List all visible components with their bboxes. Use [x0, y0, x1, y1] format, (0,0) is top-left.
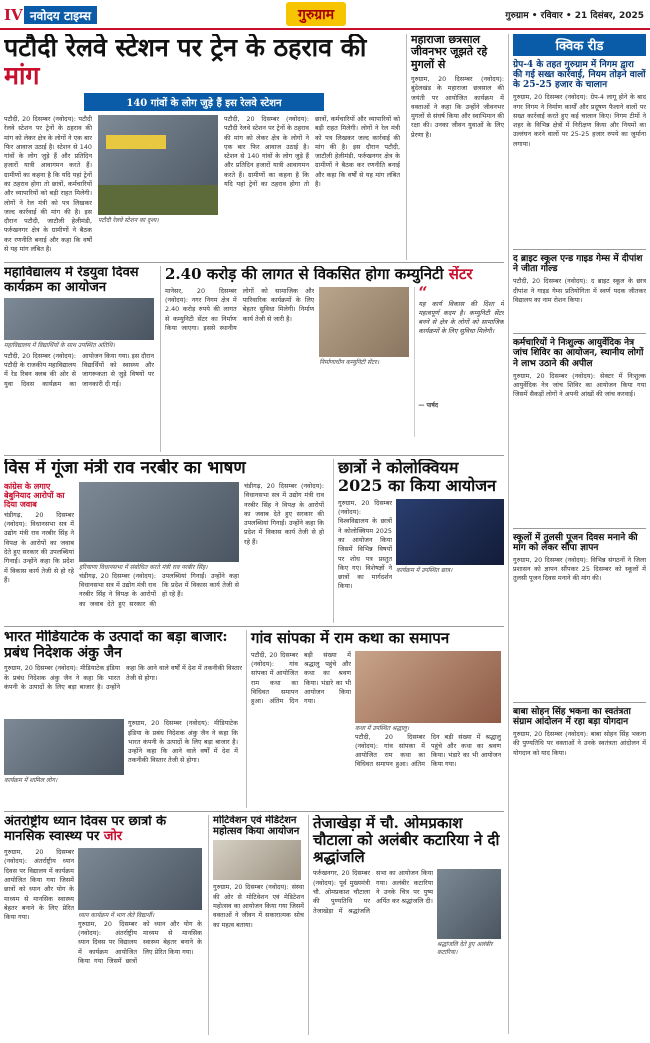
divider — [4, 811, 504, 812]
colloquium-headline: छात्रों ने कोलोक्वियम 2025 का किया आयोजन — [338, 459, 497, 495]
rr-story5-body: गुरुग्राम, 20 दिसम्बर (नवोदय): बाबा सोहन सिंह भकना की पुण्यतिथि पर वक्ताओं ने उनके स्वतंत्रता आंदोलन में योगदान को याद किया। — [513, 729, 646, 757]
lead-headline-red: मांग — [4, 60, 40, 90]
lead-story — [4, 34, 402, 260]
platform-shape — [98, 185, 218, 215]
community-headline-red: सेंटर — [448, 266, 473, 283]
side-top-headline: महाराजा छत्रसाल जीवनभर जूझते रहे मुगलों से — [411, 34, 488, 71]
story-meditation-day — [4, 815, 204, 1035]
story-mediatek — [4, 630, 242, 808]
divider — [4, 455, 504, 456]
rr-story3-body: गुरुग्राम, 20 दिसम्बर (नवोदय): सेक्टर में निःशुल्क आयुर्वेदिक नेत्र जांच शिविर का आयोजन किया गया जिसमें सैकड़ों लोगों ने अपनी आंखों की जांच करवाई। — [513, 371, 646, 399]
chautala-caption: श्रद्धांजलि देते हुए अलंबीर कटारिया। — [437, 941, 493, 957]
quote-text: यह कार्य विकास की दिशा में महत्वपूर्ण कदम है। कम्युनिटी सेंटर बनने से क्षेत्र के लोगों को सामाजिक कार्यक्रमों के लिए सुविधा मिलेगी। — [418, 299, 504, 336]
community-headline-black: 2.40 करोड़ की लागत से विकसित होगा कम्युनिटी — [165, 266, 444, 283]
meditation-headline-red: जोर — [103, 828, 123, 844]
community-headline — [165, 266, 504, 283]
meditation-caption: ध्यान कार्यक्रम में भाग लेते विद्यार्थी। — [78, 912, 155, 920]
page-number: IV — [4, 6, 23, 24]
ram-katha-photo — [355, 651, 501, 723]
minister-caption: हरियाणा विधानसभा में संबोधित करते मंत्री राव नरबीर सिंह। — [79, 564, 208, 572]
divider — [4, 262, 504, 263]
rr-story2-body: पटौदी, 20 दिसम्बर (नवोदय): द ब्राइट स्कूल के छात्र दीपांश ने गाइड गेम्स प्रतियोगिता में स्वर्ण पदक जीतकर विद्यालय का नाम रोशन किया। — [513, 277, 646, 304]
dateline: गुरुग्राम • रविवार • 21 दिसंबर, 2025 — [505, 11, 644, 21]
community-body: मानेसर, 20 दिसम्बर (नवोदय): नगर निगम क्षेत्र में 2.40 करोड़ रुपये की लागत से कम्युनिटी सेंटर का निर्माण किया जाएगा। इससे स्थानीय लोगों को सामाजिक और पारिवारिक कार्यक्रमों के लिए बेहतर सुविधा मिलेगी। निर्माण कार्य तेजी से जारी है। — [165, 286, 315, 332]
divider — [4, 626, 504, 627]
mediatek-caption: कार्यक्रम में शामिल लोग। — [4, 777, 58, 785]
right-rail — [508, 34, 646, 1034]
story-motivation — [208, 815, 304, 1035]
paper-name: नवोदय टाइम्स — [24, 6, 97, 24]
rr-story3-headline: कर्मचारियों ने निःशुल्क आयुर्वेदिक नेत्र जांच शिविर का आयोजन, स्थानीय लोगों ने लाभ उठाने की अपील — [513, 333, 646, 368]
motivation-body: गुरुग्राम, 20 दिसम्बर (नवोदय): संस्था की ओर से मोटिवेशन एवं मेडिटेशन महोत्सव का आयोजन किया गया जिसमें वक्ताओं ने जीवन में सकारात्मक सोच का महत्व बताया। — [213, 883, 304, 929]
story-ram-katha — [246, 630, 504, 808]
minister-body-left: चंडीगढ़, 20 दिसम्बर (नवोदय): विधानसभा सत्र में उद्योग मंत्री राव नरबीर सिंह ने विपक्ष के आरोपों का जवाब देते हुए सरकार की उपलब्धियां गिनाईं। उन्होंने कहा कि प्रदेश में विकास कार्य तेजी से हो रहे हैं। — [4, 510, 74, 584]
ram-katha-body: पटौदी, 20 दिसम्बर (नवोदय): गांव सांपका में आयोजित राम कथा का विधिवत समापन हुआ। अंतिम दिन बड़ी संख्या में श्रद्धालु पहुंचे और कथा का श्रवण किया। भंडारे का भी आयोजन किया गया। — [251, 650, 351, 706]
minister-body-right: चंडीगढ़, 20 दिसम्बर (नवोदय): विधानसभा सत्र में उद्योग मंत्री राव नरबीर सिंह ने विपक्ष के आरोपों का जवाब देते हुए सरकार की उपलब्धियां गिनाईं। उन्होंने कहा कि प्रदेश में विकास कार्य तेजी से हो रहे हैं। — [244, 482, 324, 546]
quote-author: — पार्षद — [418, 401, 439, 409]
rr-story1-body: गुरुग्राम, 20 दिसम्बर (नवोदय): ग्रेप-4 लागू होने के बाद नगर निगम ने निर्माण कार्यों और प्रदूषण फैलाने वालों पर सख्त कार्रवाई करते हुए कई चालान किए। निगम टीमों ने शहर के विभिन्न क्षेत्रों में निरीक्षण किया और नियमों का उल्लंघन करने वालों पर 25-25 हजार रुपये का जुर्माना लगाया। — [513, 93, 646, 148]
minister-headline: विस में गूंजा मंत्री राव नरबीर का भाषण — [4, 459, 246, 478]
masthead — [0, 0, 650, 30]
story-colloquium — [333, 459, 504, 623]
quote-mark-icon: “ — [418, 282, 428, 302]
rr-story4-headline: स्कूलों में तुलसी पूजन दिवस मनाने की मांग को लेकर सौंपा ज्ञापन — [513, 528, 646, 553]
quote-box — [414, 282, 504, 437]
rr-story4-body: गुरुग्राम, 20 दिसम्बर (नवोदय): विभिन्न संगठनों ने जिला प्रशासन को ज्ञापन सौंपकर 25 दिसम्बर को स्कूलों में तुलसी पूजन दिवस मनाने की मांग की। — [513, 555, 646, 583]
rr-story1-headline: ग्रेप-4 के तहत गुरुग्राम में निगम द्वारा की गई सख्त कार्रवाई, नियम तोड़ने वालों के 25-25 हजार के चालान — [513, 60, 646, 91]
minister-photo — [79, 482, 239, 562]
lead-body-left: पटौदी, 20 दिसम्बर (नवोदय): पटौदी रेलवे स्टेशन पर ट्रेनों के ठहराव की मांग को लेकर क्षेत्र के लोगों ने एक बार फिर आवाज उठाई है। स्टेशन से 140 गांवों के लोग जुड़े हैं और प्रतिदिन हजारों यात्री आवागमन करते हैं। ग्रामीणों का कहना है कि यदि यहां ट्रेनों का ठहराव होगा तो छात्रों, कर्मचारियों और व्यापारियों को बड़ी राहत मिलेगी। लोगों ने रेल मंत्री को पत्र लिखकर जल्द कार्रवाई की मांग की है। इस दौरान पटौदी, जाटौली हेलीमंडी, फर्रुखनगर क्षेत्र के ग्रामीणों ने बैठक कर रणनीति बनाई और कहा कि वर्षों से यह मांग लंबित है। — [4, 115, 92, 253]
ram-katha-body-right: पटौदी, 20 दिसम्बर (नवोदय): गांव सांपका में आयोजित राम कथा का विधिवत समापन हुआ। अंतिम दिन बड़ी संख्या में श्रद्धालु पहुंचे और कथा का श्रवण किया। भंडारे का भी आयोजन किया गया। — [355, 732, 501, 769]
minister-body-mid: चंडीगढ़, 20 दिसम्बर (नवोदय): विधानसभा सत्र में उद्योग मंत्री राव नरबीर सिंह ने विपक्ष के आरोपों का जवाब देते हुए सरकार की उपलब्धियां गिनाईं। उन्होंने कहा कि प्रदेश में विकास कार्य तेजी से हो रहे हैं। — [79, 571, 239, 608]
colloquium-caption: कार्यक्रम में उपस्थित छात्र। — [396, 566, 453, 574]
mediatek-body-top: गुरुग्राम, 20 दिसम्बर (नवोदय): मीडियाटेक इंडिया के प्रबंध निदेशक अंकु जैन ने कहा कि भारत कंपनी के उत्पादों के लिए बड़ा बाजार है। उन्होंने कहा कि आने वाले वर्षों में देश में तकनीकी विस्तार तेजी से होगा। — [4, 664, 242, 691]
meditation-body: गुरुग्राम, 20 दिसम्बर (नवोदय): अंतर्राष्ट्रीय ध्यान दिवस पर विद्यालय में कार्यक्रम आयोजित किया गया जिसमें छात्रों को ध्यान और योग के माध्यम से मानसिक स्वास्थ्य बेहतर बनाने के लिए प्रेरित किया गया। — [4, 848, 74, 922]
station-signboard — [106, 135, 166, 149]
colloquium-body: गुरुग्राम, 20 दिसम्बर (नवोदय): विश्वविद्यालय के छात्रों ने कोलोक्वियम 2025 का आयोजन किया जिसमें विभिन्न विषयों पर शोध पत्र प्रस्तुत किए गए। विशेषज्ञों ने छात्रों का मार्गदर्शन किया। — [338, 498, 392, 591]
side-story-top — [406, 34, 504, 260]
story-chautala-tribute — [308, 815, 504, 1035]
lead-headline-black: पटौदी रेलवे स्टेशन पर ट्रेन के ठहराव की — [4, 34, 367, 62]
section-name: गुरुग्राम — [286, 2, 346, 26]
mediatek-headline: भारत मीडियाटेक के उत्पादों का बड़ा बाजार: प्रबंध निदेशक अंकु जैन — [4, 630, 228, 661]
lead-photo — [98, 115, 218, 215]
minister-kicker: कांग्रेस के लगाए बेबुनियाद आरोपों का दिया जवाब — [4, 481, 65, 509]
meditation-body-right: गुरुग्राम, 20 दिसम्बर (नवोदय): अंतर्राष्ट्रीय ध्यान दिवस पर विद्यालय में कार्यक्रम आयोजित किया गया जिसमें छात्रों को ध्यान और योग के माध्यम से मानसिक स्वास्थ्य बेहतर बनाने के लिए प्रेरित किया गया। — [78, 919, 202, 966]
ram-katha-headline: गांव सांपका में राम कथा का समापन — [251, 630, 450, 647]
chautala-photo — [437, 869, 501, 939]
meditation-photo — [78, 848, 202, 910]
radio-day-body: पटौदी, 20 दिसम्बर (नवोदय): पटौदी के राजकीय महाविद्यालय में रेड रिबन क्लब की ओर से युवा दिवस कार्यक्रम का आयोजन किया गया। इस दौरान विद्यार्थियों को स्वास्थ्य और जागरूकता से जुड़े विषयों पर जानकारी दी गई। — [4, 351, 154, 388]
story-community-center — [160, 266, 504, 452]
chautala-body: फर्रुखनगर, 20 दिसम्बर (नवोदय): पूर्व मुख्यमंत्री चौ. ओमप्रकाश चौटाला की पुण्यतिथि पर तेजाखेड़ा में श्रद्धांजलि सभा का आयोजन किया गया। अलंबीर कटारिया ने उनके चित्र पर पुष्प अर्पित कर श्रद्धांजलि दी। — [313, 869, 433, 915]
side-top-body: गुरुग्राम, 20 दिसम्बर (नवोदय): बुंदेलखंड के महाराजा छत्रसाल की जयंती पर आयोजित कार्यक्रम में वक्ताओं ने कहा कि उन्होंने जीवनभर मुगलों से संघर्ष किया और स्वाभिमान की रक्षा की। उनका जीवन युवाओं के लिए प्रेरणा है। — [411, 74, 504, 139]
meditation-headline-black: अंतर्राष्ट्रीय ध्यान दिवस पर छात्रों के मानसिक स्वास्थ्य पर — [4, 815, 167, 844]
rr-story5-headline: बाबा सोहन सिंह भकना का स्वतंत्रता संग्राम आंदोलन में रहा बड़ा योगदान — [513, 702, 646, 727]
community-photo — [319, 287, 409, 357]
radio-day-photo — [4, 298, 154, 340]
quick-read-title: क्विक रीड — [513, 34, 646, 56]
lead-photo-caption: पटौदी रेलवे स्टेशन का दृश्य। — [98, 217, 159, 224]
lead-subhead: 140 गांवों के लोग जुड़े हैं इस रेलवे स्टेशन — [84, 93, 324, 111]
ram-katha-caption: कथा में उपस्थित श्रद्धालु। — [355, 724, 409, 732]
lead-body-right: पटौदी, 20 दिसम्बर (नवोदय): पटौदी रेलवे स्टेशन पर ट्रेनों के ठहराव की मांग को लेकर क्षेत्र के लोगों ने एक बार फिर आवाज उठाई है। स्टेशन से 140 गांवों के लोग जुड़े हैं और प्रतिदिन हजारों यात्री आवागमन करते हैं। ग्रामीणों का कहना है कि यदि यहां ट्रेनों का ठहराव होगा तो छात्रों, कर्मचारियों और व्यापारियों को बड़ी राहत मिलेगी। लोगों ने रेल मंत्री को पत्र लिखकर जल्द कार्रवाई की मांग की है। इस दौरान पटौदी, जाटौली हेलीमंडी, फर्रुखनगर क्षेत्र के ग्रामीणों ने बैठक कर रणनीति बनाई और कहा कि वर्षों से यह मांग लंबित है। — [224, 115, 400, 188]
mediatek-photo — [4, 719, 124, 775]
motivation-photo — [213, 840, 301, 880]
meditation-headline — [4, 815, 204, 844]
story-minister-speech — [4, 459, 329, 623]
story-radio-day — [4, 266, 154, 452]
radio-day-headline: महाविद्यालय में रेडयुवा दिवस कार्यक्रम का आयोजन — [4, 266, 139, 295]
lead-headline — [4, 34, 402, 89]
radio-day-caption: महाविद्यालय में विद्यार्थियों के साथ उपस्थित अतिथि। — [4, 342, 115, 350]
chautala-headline: तेजाखेड़ा में चौ. ओमप्रकाश चौटाला को अलंबीर कटारिया ने दी श्रद्धांजलि — [313, 815, 500, 866]
motivation-headline: मोटिवेशन एवं मेडिटेशन महोत्सव किया आयोजन — [213, 815, 300, 838]
rr-story2-headline: द ब्राइट स्कूल एन्ड गाइड गेम्स में दीपांश ने जीता गोल्ड — [513, 249, 646, 274]
mediatek-body: गुरुग्राम, 20 दिसम्बर (नवोदय): मीडियाटेक इंडिया के प्रबंध निदेशक अंकु जैन ने कहा कि भारत कंपनी के उत्पादों के लिए बड़ा बाजार है। उन्होंने कहा कि आने वाले वर्षों में देश में तकनीकी विस्तार तेजी से होगा। — [128, 719, 238, 765]
community-caption: निर्माणाधीन कम्युनिटी सेंटर। — [319, 358, 379, 366]
colloquium-photo — [396, 499, 504, 565]
